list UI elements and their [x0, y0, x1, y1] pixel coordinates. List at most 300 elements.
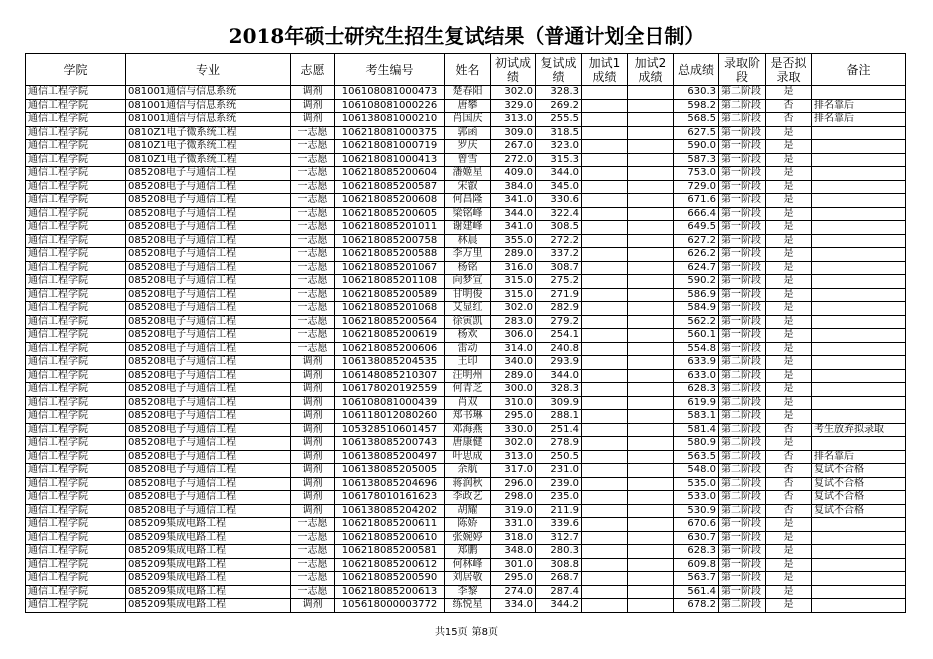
cell-college: 通信工程学院 — [26, 140, 126, 154]
cell-major: 085208电子与通信工程 — [126, 491, 291, 505]
table-row — [26, 302, 906, 316]
cell-admitted: 是 — [766, 261, 812, 275]
cell-exam-id: 106218085200619 — [335, 329, 445, 343]
cell-remarks: 排名靠后 — [812, 450, 906, 464]
cell-remarks — [812, 221, 906, 235]
cell-initial-score: 317.0 — [491, 464, 536, 478]
cell-remarks — [812, 410, 906, 424]
cell-extra-test-2 — [628, 491, 674, 505]
cell-total-score: 560.1 — [674, 329, 719, 343]
cell-admission-stage: 第一阶段 — [719, 140, 766, 154]
cell-college: 通信工程学院 — [26, 477, 126, 491]
cell-admission-stage: 第一阶段 — [719, 221, 766, 235]
cell-initial-score: 314.0 — [491, 342, 536, 356]
cell-student-name: 邓海燕 — [445, 423, 491, 437]
cell-major: 085208电子与通信工程 — [126, 342, 291, 356]
cell-total-score: 633.9 — [674, 356, 719, 370]
cell-remarks — [812, 437, 906, 451]
cell-extra-test-2 — [628, 113, 674, 127]
cell-extra-test-2 — [628, 288, 674, 302]
cell-retest-score: 211.9 — [536, 504, 582, 518]
cell-admission-stage: 第一阶段 — [719, 194, 766, 208]
cell-preference: 一志愿 — [291, 315, 335, 329]
cell-remarks — [812, 302, 906, 316]
cell-preference: 调剂 — [291, 437, 335, 451]
cell-admission-stage: 第一阶段 — [719, 234, 766, 248]
cell-exam-id: 106218085200605 — [335, 207, 445, 221]
cell-extra-test-2 — [628, 369, 674, 383]
cell-preference: 一志愿 — [291, 558, 335, 572]
cell-college: 通信工程学院 — [26, 248, 126, 262]
cell-retest-score: 318.5 — [536, 126, 582, 140]
cell-retest-score: 282.9 — [536, 302, 582, 316]
cell-retest-score: 240.8 — [536, 342, 582, 356]
cell-preference: 一志愿 — [291, 585, 335, 599]
cell-extra-test-1 — [582, 410, 628, 424]
cell-college: 通信工程学院 — [26, 275, 126, 289]
cell-total-score: 598.2 — [674, 99, 719, 113]
table-row — [26, 167, 906, 181]
total-pages: 共15页 — [434, 627, 468, 638]
cell-admitted: 否 — [766, 113, 812, 127]
cell-major: 085209集成电路工程 — [126, 585, 291, 599]
table-row — [26, 410, 906, 424]
header-total-score: 总成绩 — [674, 54, 719, 86]
cell-student-name: 唐康健 — [445, 437, 491, 451]
cell-extra-test-2 — [628, 248, 674, 262]
cell-extra-test-2 — [628, 194, 674, 208]
table-row — [26, 396, 906, 410]
cell-major: 0810Z1电子微系统工程 — [126, 140, 291, 154]
cell-extra-test-2 — [628, 302, 674, 316]
cell-extra-test-2 — [628, 234, 674, 248]
cell-total-score: 619.9 — [674, 396, 719, 410]
cell-remarks — [812, 531, 906, 545]
cell-preference: 一志愿 — [291, 531, 335, 545]
cell-admitted: 是 — [766, 221, 812, 235]
cell-admitted: 否 — [766, 504, 812, 518]
cell-exam-id: 106138081000210 — [335, 113, 445, 127]
cell-extra-test-1 — [582, 518, 628, 532]
cell-major: 085208电子与通信工程 — [126, 234, 291, 248]
cell-preference: 一志愿 — [291, 140, 335, 154]
cell-exam-id: 106138085204535 — [335, 356, 445, 370]
cell-total-score: 568.5 — [674, 113, 719, 127]
cell-admitted: 是 — [766, 383, 812, 397]
cell-student-name: 胡耀 — [445, 504, 491, 518]
cell-preference: 一志愿 — [291, 126, 335, 140]
cell-extra-test-1 — [582, 342, 628, 356]
cell-extra-test-2 — [628, 585, 674, 599]
cell-college: 通信工程学院 — [26, 356, 126, 370]
cell-total-score: 666.4 — [674, 207, 719, 221]
cell-major: 081001通信与信息系统 — [126, 99, 291, 113]
cell-remarks — [812, 261, 906, 275]
cell-major: 085208电子与通信工程 — [126, 315, 291, 329]
cell-remarks — [812, 153, 906, 167]
cell-college: 通信工程学院 — [26, 518, 126, 532]
cell-total-score: 533.0 — [674, 491, 719, 505]
cell-college: 通信工程学院 — [26, 261, 126, 275]
cell-extra-test-1 — [582, 113, 628, 127]
cell-total-score: 753.0 — [674, 167, 719, 181]
cell-initial-score: 329.0 — [491, 99, 536, 113]
cell-exam-id: 106108081000439 — [335, 396, 445, 410]
cell-preference: 调剂 — [291, 450, 335, 464]
cell-admission-stage: 第二阶段 — [719, 599, 766, 613]
cell-admission-stage: 第二阶段 — [719, 450, 766, 464]
table-row — [26, 234, 906, 248]
cell-preference: 调剂 — [291, 369, 335, 383]
cell-admitted: 是 — [766, 558, 812, 572]
table-row — [26, 477, 906, 491]
cell-exam-id: 106218085200611 — [335, 518, 445, 532]
cell-extra-test-1 — [582, 275, 628, 289]
table-row — [26, 126, 906, 140]
cell-extra-test-2 — [628, 99, 674, 113]
cell-student-name: 何昌隆 — [445, 194, 491, 208]
cell-retest-score: 272.2 — [536, 234, 582, 248]
cell-admitted: 是 — [766, 288, 812, 302]
cell-preference: 调剂 — [291, 504, 335, 518]
table-row — [26, 140, 906, 154]
cell-major: 085209集成电路工程 — [126, 572, 291, 586]
cell-college: 通信工程学院 — [26, 410, 126, 424]
cell-extra-test-2 — [628, 207, 674, 221]
table-row — [26, 531, 906, 545]
cell-student-name: 余航 — [445, 464, 491, 478]
cell-remarks — [812, 248, 906, 262]
cell-college: 通信工程学院 — [26, 531, 126, 545]
cell-preference: 一志愿 — [291, 572, 335, 586]
cell-extra-test-2 — [628, 558, 674, 572]
cell-total-score: 563.7 — [674, 572, 719, 586]
cell-exam-id: 106178010161623 — [335, 491, 445, 505]
cell-retest-score: 279.2 — [536, 315, 582, 329]
cell-preference: 一志愿 — [291, 180, 335, 194]
cell-extra-test-1 — [582, 504, 628, 518]
cell-total-score: 729.0 — [674, 180, 719, 194]
cell-student-name: 杨欢 — [445, 329, 491, 343]
cell-total-score: 554.8 — [674, 342, 719, 356]
cell-major: 085209集成电路工程 — [126, 531, 291, 545]
current-page: 第8页 — [471, 627, 499, 638]
results-table — [25, 53, 906, 613]
header-preference: 志愿 — [291, 54, 335, 86]
cell-student-name: 叶思成 — [445, 450, 491, 464]
cell-extra-test-2 — [628, 423, 674, 437]
cell-extra-test-1 — [582, 558, 628, 572]
cell-total-score: 586.9 — [674, 288, 719, 302]
cell-total-score: 580.9 — [674, 437, 719, 451]
cell-initial-score: 300.0 — [491, 383, 536, 397]
table-row — [26, 99, 906, 113]
cell-retest-score: 275.2 — [536, 275, 582, 289]
cell-initial-score: 341.0 — [491, 194, 536, 208]
cell-major: 085208电子与通信工程 — [126, 248, 291, 262]
cell-retest-score: 330.6 — [536, 194, 582, 208]
cell-retest-score: 337.2 — [536, 248, 582, 262]
cell-exam-id: 106218085200590 — [335, 572, 445, 586]
table-header-row — [26, 54, 906, 86]
cell-initial-score: 301.0 — [491, 558, 536, 572]
cell-admission-stage: 第一阶段 — [719, 342, 766, 356]
cell-college: 通信工程学院 — [26, 113, 126, 127]
cell-student-name: 潘姬星 — [445, 167, 491, 181]
cell-college: 通信工程学院 — [26, 288, 126, 302]
cell-student-name: 杨铭 — [445, 261, 491, 275]
cell-extra-test-2 — [628, 167, 674, 181]
cell-student-name: 张婉婷 — [445, 531, 491, 545]
cell-initial-score: 295.0 — [491, 410, 536, 424]
cell-retest-score: 293.9 — [536, 356, 582, 370]
cell-exam-id: 106138085200497 — [335, 450, 445, 464]
cell-initial-score: 283.0 — [491, 315, 536, 329]
table-row — [26, 261, 906, 275]
cell-major: 085208电子与通信工程 — [126, 302, 291, 316]
cell-admission-stage: 第一阶段 — [719, 302, 766, 316]
cell-remarks — [812, 383, 906, 397]
cell-initial-score: 330.0 — [491, 423, 536, 437]
cell-major: 085208电子与通信工程 — [126, 329, 291, 343]
cell-college: 通信工程学院 — [26, 572, 126, 586]
cell-admission-stage: 第二阶段 — [719, 99, 766, 113]
cell-retest-score: 308.5 — [536, 221, 582, 235]
cell-student-name: 刘居敬 — [445, 572, 491, 586]
cell-initial-score: 331.0 — [491, 518, 536, 532]
table-row — [26, 545, 906, 559]
table-row — [26, 383, 906, 397]
cell-preference: 一志愿 — [291, 302, 335, 316]
cell-remarks — [812, 126, 906, 140]
cell-major: 085208电子与通信工程 — [126, 221, 291, 235]
cell-total-score: 590.0 — [674, 140, 719, 154]
cell-student-name: 艾显红 — [445, 302, 491, 316]
cell-major: 085208电子与通信工程 — [126, 356, 291, 370]
cell-preference: 调剂 — [291, 477, 335, 491]
cell-extra-test-1 — [582, 545, 628, 559]
cell-remarks: 复试不合格 — [812, 464, 906, 478]
header-admission-stage: 录取阶段 — [719, 54, 766, 86]
cell-admitted: 是 — [766, 585, 812, 599]
cell-student-name: 宋叡 — [445, 180, 491, 194]
cell-major: 085208电子与通信工程 — [126, 437, 291, 451]
cell-admitted: 是 — [766, 599, 812, 613]
cell-total-score: 581.4 — [674, 423, 719, 437]
cell-extra-test-2 — [628, 450, 674, 464]
cell-admission-stage: 第一阶段 — [719, 545, 766, 559]
cell-major: 0810Z1电子微系统工程 — [126, 126, 291, 140]
cell-initial-score: 296.0 — [491, 477, 536, 491]
cell-initial-score: 315.0 — [491, 275, 536, 289]
cell-retest-score: 322.4 — [536, 207, 582, 221]
cell-student-name: 楚春阳 — [445, 86, 491, 100]
cell-total-score: 626.2 — [674, 248, 719, 262]
header-initial-score: 初试成绩 — [491, 54, 536, 86]
cell-admission-stage: 第一阶段 — [719, 315, 766, 329]
header-admitted: 是否拟录取 — [766, 54, 812, 86]
cell-remarks — [812, 288, 906, 302]
cell-college: 通信工程学院 — [26, 221, 126, 235]
cell-remarks — [812, 518, 906, 532]
cell-exam-id: 106138085205005 — [335, 464, 445, 478]
cell-exam-id: 106148085210307 — [335, 369, 445, 383]
cell-extra-test-2 — [628, 531, 674, 545]
cell-extra-test-1 — [582, 140, 628, 154]
cell-exam-id: 106218085201011 — [335, 221, 445, 235]
cell-student-name: 曾雪 — [445, 153, 491, 167]
cell-college: 通信工程学院 — [26, 342, 126, 356]
cell-remarks — [812, 86, 906, 100]
cell-exam-id: 106218085201067 — [335, 261, 445, 275]
cell-college: 通信工程学院 — [26, 423, 126, 437]
cell-initial-score: 295.0 — [491, 572, 536, 586]
cell-remarks — [812, 342, 906, 356]
table-body — [26, 86, 906, 613]
cell-admitted: 是 — [766, 437, 812, 451]
cell-admitted: 是 — [766, 140, 812, 154]
table-row — [26, 599, 906, 613]
cell-remarks — [812, 167, 906, 181]
cell-admitted: 是 — [766, 126, 812, 140]
cell-extra-test-2 — [628, 315, 674, 329]
cell-initial-score: 302.0 — [491, 86, 536, 100]
cell-retest-score: 255.5 — [536, 113, 582, 127]
cell-extra-test-1 — [582, 288, 628, 302]
cell-remarks: 排名靠后 — [812, 113, 906, 127]
cell-major: 085208电子与通信工程 — [126, 275, 291, 289]
cell-major: 0810Z1电子微系统工程 — [126, 153, 291, 167]
table-row — [26, 572, 906, 586]
cell-admitted: 是 — [766, 329, 812, 343]
cell-initial-score: 289.0 — [491, 369, 536, 383]
cell-admission-stage: 第二阶段 — [719, 504, 766, 518]
cell-preference: 调剂 — [291, 410, 335, 424]
cell-total-score: 671.6 — [674, 194, 719, 208]
cell-remarks — [812, 234, 906, 248]
cell-admission-stage: 第一阶段 — [719, 261, 766, 275]
cell-remarks — [812, 599, 906, 613]
cell-student-name: 郭函 — [445, 126, 491, 140]
cell-extra-test-2 — [628, 86, 674, 100]
cell-extra-test-2 — [628, 329, 674, 343]
cell-extra-test-1 — [582, 302, 628, 316]
cell-preference: 一志愿 — [291, 518, 335, 532]
cell-remarks: 复试不合格 — [812, 477, 906, 491]
cell-total-score: 583.1 — [674, 410, 719, 424]
cell-college: 通信工程学院 — [26, 599, 126, 613]
cell-preference: 一志愿 — [291, 221, 335, 235]
cell-exam-id: 106218085200610 — [335, 531, 445, 545]
cell-initial-score: 302.0 — [491, 437, 536, 451]
cell-preference: 调剂 — [291, 464, 335, 478]
cell-extra-test-1 — [582, 99, 628, 113]
cell-extra-test-1 — [582, 599, 628, 613]
cell-retest-score: 235.0 — [536, 491, 582, 505]
cell-exam-id: 106218085200588 — [335, 248, 445, 262]
table-row — [26, 558, 906, 572]
cell-major: 085208电子与通信工程 — [126, 396, 291, 410]
cell-major: 085208电子与通信工程 — [126, 194, 291, 208]
cell-retest-score: 250.5 — [536, 450, 582, 464]
cell-extra-test-1 — [582, 86, 628, 100]
cell-preference: 一志愿 — [291, 153, 335, 167]
cell-preference: 一志愿 — [291, 261, 335, 275]
cell-initial-score: 313.0 — [491, 113, 536, 127]
cell-admitted: 是 — [766, 545, 812, 559]
cell-college: 通信工程学院 — [26, 302, 126, 316]
cell-initial-score: 341.0 — [491, 221, 536, 235]
cell-retest-score: 315.3 — [536, 153, 582, 167]
cell-exam-id: 106108081000226 — [335, 99, 445, 113]
cell-admission-stage: 第二阶段 — [719, 369, 766, 383]
cell-major: 085209集成电路工程 — [126, 518, 291, 532]
cell-admitted: 是 — [766, 167, 812, 181]
cell-extra-test-2 — [628, 383, 674, 397]
cell-retest-score: 345.0 — [536, 180, 582, 194]
cell-admission-stage: 第二阶段 — [719, 410, 766, 424]
page-title: 2018年硕士研究生招生复试结果（普通计划全日制） — [228, 24, 705, 48]
cell-remarks — [812, 140, 906, 154]
cell-extra-test-2 — [628, 410, 674, 424]
cell-remarks — [812, 572, 906, 586]
cell-extra-test-2 — [628, 477, 674, 491]
cell-student-name: 蒋润秋 — [445, 477, 491, 491]
cell-exam-id: 106118012080260 — [335, 410, 445, 424]
table-row — [26, 86, 906, 100]
cell-major: 085208电子与通信工程 — [126, 423, 291, 437]
cell-exam-id: 106218085201108 — [335, 275, 445, 289]
cell-retest-score: 287.4 — [536, 585, 582, 599]
cell-retest-score: 312.7 — [536, 531, 582, 545]
table-row — [26, 423, 906, 437]
cell-remarks — [812, 207, 906, 221]
cell-extra-test-1 — [582, 153, 628, 167]
cell-exam-id: 106218085200606 — [335, 342, 445, 356]
cell-retest-score: 288.1 — [536, 410, 582, 424]
cell-student-name: 甘明俊 — [445, 288, 491, 302]
cell-exam-id: 106218085200613 — [335, 585, 445, 599]
cell-initial-score: 344.0 — [491, 207, 536, 221]
cell-preference: 调剂 — [291, 99, 335, 113]
cell-major: 085208电子与通信工程 — [126, 180, 291, 194]
cell-student-name: 李政艺 — [445, 491, 491, 505]
cell-preference: 调剂 — [291, 383, 335, 397]
cell-college: 通信工程学院 — [26, 329, 126, 343]
cell-student-name: 向梦宣 — [445, 275, 491, 289]
cell-college: 通信工程学院 — [26, 194, 126, 208]
cell-extra-test-1 — [582, 221, 628, 235]
cell-admitted: 是 — [766, 194, 812, 208]
cell-admission-stage: 第一阶段 — [719, 207, 766, 221]
cell-student-name: 李黎 — [445, 585, 491, 599]
cell-extra-test-1 — [582, 531, 628, 545]
cell-initial-score: 313.0 — [491, 450, 536, 464]
cell-preference: 一志愿 — [291, 234, 335, 248]
cell-admitted: 是 — [766, 315, 812, 329]
cell-initial-score: 306.0 — [491, 329, 536, 343]
cell-extra-test-2 — [628, 261, 674, 275]
cell-admission-stage: 第二阶段 — [719, 437, 766, 451]
cell-retest-score: 280.3 — [536, 545, 582, 559]
cell-student-name: 谢建峰 — [445, 221, 491, 235]
cell-initial-score: 409.0 — [491, 167, 536, 181]
cell-college: 通信工程学院 — [26, 383, 126, 397]
cell-extra-test-1 — [582, 396, 628, 410]
table-row — [26, 180, 906, 194]
cell-student-name: 林晨 — [445, 234, 491, 248]
cell-student-name: 郑书琳 — [445, 410, 491, 424]
